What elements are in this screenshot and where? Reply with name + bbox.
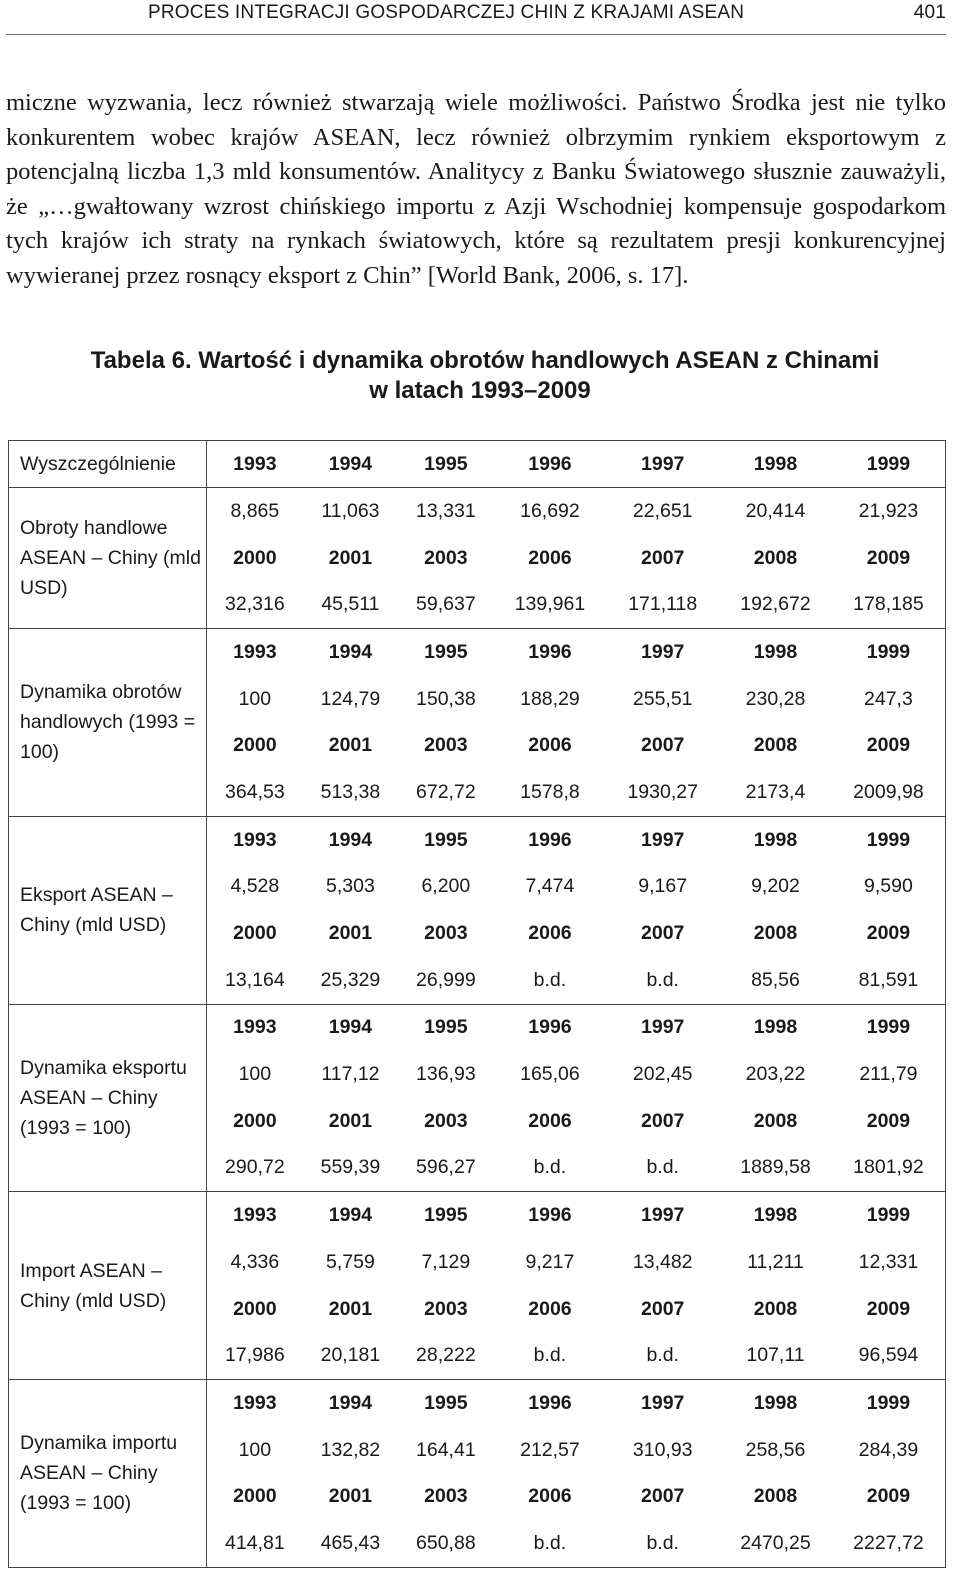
year-cell: 1993 <box>207 1192 303 1239</box>
value-cell: 5,759 <box>326 1250 375 1273</box>
row-group-label: Dynamika importu ASEAN – Chiny (1993 = 100) <box>9 1380 207 1568</box>
value-cell: 164,41 <box>416 1438 476 1461</box>
value-cell: 100 <box>238 1063 272 1086</box>
year-cell: 1994 <box>303 1380 398 1427</box>
year-cell: 2008 <box>753 1485 798 1508</box>
value-cell: 22,651 <box>606 488 719 535</box>
year-cell: 1995 <box>398 1004 493 1051</box>
table-header-row <box>9 441 946 488</box>
year-cell: 1998 <box>719 1380 832 1427</box>
year-cell: 2001 <box>328 1297 373 1320</box>
value-cell: 2009,98 <box>853 780 924 803</box>
value-cell: 8,865 <box>207 488 303 535</box>
value-cell: 13,331 <box>398 488 493 535</box>
value-cell: 672,72 <box>416 780 476 803</box>
value-cell: 21,923 <box>832 488 946 535</box>
header-year: 1995 <box>424 452 468 475</box>
year-cell: 2003 <box>424 1109 468 1132</box>
year-cell: 1995 <box>398 816 493 863</box>
table-year-row <box>9 1380 946 1427</box>
value-cell: 4,336 <box>230 1250 280 1273</box>
value-cell: 258,56 <box>745 1438 806 1461</box>
header-year: 1999 <box>866 452 911 475</box>
year-cell: 2000 <box>233 1297 277 1320</box>
year-cell: 1998 <box>719 1192 832 1239</box>
data-table <box>8 440 946 1568</box>
year-cell: 1994 <box>303 1004 398 1051</box>
value-cell: 171,118 <box>628 593 698 616</box>
value-cell: 4,528 <box>230 875 280 898</box>
value-cell: 202,45 <box>632 1063 693 1086</box>
year-cell: 2009 <box>866 546 911 569</box>
value-cell: 96,594 <box>858 1344 919 1367</box>
value-cell: b.d. <box>533 1344 567 1367</box>
year-cell: 1993 <box>207 1380 303 1427</box>
year-cell: 2000 <box>233 734 277 757</box>
value-cell: 20,181 <box>320 1344 381 1367</box>
body-paragraph: miczne wyzwania, lecz również stwarzają wiele możliwości. Państwo Środka jest nie tylko konkurentem wobec krajów ASEAN, lecz również olbrzymim rynkiem eksportowym z potencjalną liczba 1,3 mld konsumentów. Analitycy z Banku Światowego słusznie zauważyli, że „…gwałtowany wzrost chińskiego importu z Azji Wschodniej kompensuje gospodarkom tych krajów ich straty na rynkach światowych, które są rezultatem presji konkurencyjnej wywieranej przez rosnący eksport z Chin” [World Bank, 2006, s. 17]. <box>6 89 946 289</box>
year-cell: 2008 <box>753 546 798 569</box>
value-cell: 1889,58 <box>740 1156 811 1179</box>
value-cell: 59,637 <box>416 593 476 616</box>
header-year: 1996 <box>528 452 572 475</box>
year-cell: 1995 <box>398 1380 493 1427</box>
year-cell: 2006 <box>528 1109 572 1132</box>
table-year-row <box>9 629 946 676</box>
year-cell: 2007 <box>641 1297 685 1320</box>
year-cell: 1998 <box>719 1004 832 1051</box>
value-cell: 465,43 <box>320 1531 381 1554</box>
year-cell: 1997 <box>606 629 719 676</box>
value-cell: 13,164 <box>225 968 285 991</box>
year-cell: 1996 <box>494 1004 607 1051</box>
value-cell: 2470,25 <box>740 1531 811 1554</box>
year-cell: 2008 <box>753 734 798 757</box>
year-cell: 2001 <box>328 1109 373 1132</box>
year-cell: 1996 <box>494 816 607 863</box>
year-cell: 2001 <box>328 1485 373 1508</box>
value-cell: 255,51 <box>632 687 693 710</box>
value-cell: 20,414 <box>719 488 832 535</box>
row-group-label: Obroty handlowe ASEAN – Chiny (mld USD) <box>9 488 207 629</box>
value-cell: 192,672 <box>740 593 811 616</box>
value-cell: 12,331 <box>858 1250 919 1273</box>
year-cell: 2003 <box>424 546 468 569</box>
value-cell: 45,511 <box>321 593 380 616</box>
year-cell: 1999 <box>832 816 946 863</box>
value-cell: 107,11 <box>746 1344 805 1367</box>
year-cell: 2000 <box>233 1485 277 1508</box>
table-year-row <box>9 1192 946 1239</box>
value-cell: 136,93 <box>416 1063 476 1086</box>
year-cell: 1999 <box>832 629 946 676</box>
year-cell: 2007 <box>641 546 685 569</box>
value-cell: 284,39 <box>858 1438 919 1461</box>
year-cell: 1994 <box>303 816 398 863</box>
year-cell: 1996 <box>494 1380 607 1427</box>
value-cell: 596,27 <box>416 1156 476 1179</box>
value-cell: 13,482 <box>632 1250 693 1273</box>
value-cell: b.d. <box>533 1531 567 1554</box>
value-cell: 414,81 <box>225 1531 285 1554</box>
value-cell: 9,167 <box>638 875 688 898</box>
year-cell: 2008 <box>753 922 798 945</box>
row-group-label: Dynamika obrotów handlowych (1993 = 100) <box>9 629 207 817</box>
value-cell: 1930,27 <box>627 780 698 803</box>
value-cell: b.d. <box>646 1344 679 1367</box>
table-caption-title: Tabela 6. Wartość i dynamika obrotów handlowych ASEAN z Chinami <box>90 347 880 374</box>
value-cell: 212,57 <box>520 1438 580 1461</box>
value-cell: 7,129 <box>421 1250 471 1273</box>
value-cell: 85,56 <box>751 968 800 991</box>
value-cell: 7,474 <box>525 875 575 898</box>
table-caption-years: w latach 1993–2009 <box>369 377 591 404</box>
body-text <box>6 86 946 293</box>
year-cell: 1993 <box>207 816 303 863</box>
page-number: 401 <box>913 2 946 23</box>
year-cell: 2001 <box>328 734 373 757</box>
year-cell: 2007 <box>641 1485 685 1508</box>
value-cell: 9,202 <box>751 875 800 898</box>
value-cell: 178,185 <box>853 593 924 616</box>
year-cell: 1997 <box>606 1380 719 1427</box>
value-cell: 559,39 <box>320 1156 381 1179</box>
value-cell: 230,28 <box>745 687 806 710</box>
table-caption <box>0 346 960 406</box>
value-cell: 139,961 <box>514 593 586 616</box>
header-year: 1993 <box>233 452 277 475</box>
value-cell: 32,316 <box>225 593 285 616</box>
header-label: Wyszczególnienie <box>9 441 207 488</box>
value-cell: b.d. <box>533 1156 567 1179</box>
year-cell: 2006 <box>528 546 572 569</box>
value-cell: 11,063 <box>303 488 398 535</box>
value-cell: b.d. <box>533 968 567 991</box>
value-cell: 17,986 <box>225 1344 285 1367</box>
year-cell: 2009 <box>866 1485 911 1508</box>
year-cell: 1999 <box>832 1380 946 1427</box>
year-cell: 2008 <box>753 1109 798 1132</box>
year-cell: 2000 <box>233 546 277 569</box>
year-cell: 1997 <box>606 1192 719 1239</box>
row-group-label: Import ASEAN – Chiny (mld USD) <box>9 1192 207 1380</box>
year-cell: 2003 <box>424 922 468 945</box>
value-cell: 11,211 <box>747 1250 804 1273</box>
value-cell: 165,06 <box>520 1063 580 1086</box>
year-cell: 1994 <box>303 629 398 676</box>
value-cell: 9,590 <box>864 875 913 898</box>
year-cell: 1999 <box>832 1192 946 1239</box>
year-cell: 2001 <box>328 546 373 569</box>
value-cell: 364,53 <box>225 780 285 803</box>
value-cell: 247,3 <box>864 687 913 710</box>
value-cell: 650,88 <box>416 1531 476 1554</box>
value-cell: 513,38 <box>320 780 381 803</box>
year-cell: 1998 <box>719 629 832 676</box>
year-cell: 1996 <box>494 629 607 676</box>
year-cell: 1993 <box>207 1004 303 1051</box>
year-cell: 2009 <box>866 922 911 945</box>
year-cell: 2006 <box>528 734 572 757</box>
table-year-row <box>9 816 946 863</box>
value-cell: 100 <box>238 1438 272 1461</box>
value-cell: 9,217 <box>525 1250 575 1273</box>
value-cell: 6,200 <box>421 875 471 898</box>
year-cell: 2006 <box>528 922 572 945</box>
header-year: 1994 <box>328 452 373 475</box>
year-cell: 1993 <box>207 629 303 676</box>
year-cell: 1997 <box>606 1004 719 1051</box>
year-cell: 2006 <box>528 1485 572 1508</box>
year-cell: 2000 <box>233 922 277 945</box>
table-body <box>9 441 946 1568</box>
value-cell: 16,692 <box>494 488 607 535</box>
value-cell: 100 <box>238 687 272 710</box>
year-cell: 2008 <box>753 1297 798 1320</box>
row-group-label: Eksport ASEAN – Chiny (mld USD) <box>9 816 207 1004</box>
value-cell: 117,12 <box>321 1063 380 1086</box>
value-cell: b.d. <box>646 1531 679 1554</box>
year-cell: 2006 <box>528 1297 572 1320</box>
year-cell: 1998 <box>719 816 832 863</box>
year-cell: 2003 <box>424 1485 468 1508</box>
value-cell: 2173,4 <box>745 780 806 803</box>
value-cell: 150,38 <box>416 687 476 710</box>
value-cell: 290,72 <box>225 1156 285 1179</box>
year-cell: 1997 <box>606 816 719 863</box>
year-cell: 1995 <box>398 1192 493 1239</box>
year-cell: 2009 <box>866 1297 911 1320</box>
value-cell: 5,303 <box>326 875 375 898</box>
year-cell: 2007 <box>641 922 685 945</box>
year-cell: 1995 <box>398 629 493 676</box>
year-cell: 2003 <box>424 1297 468 1320</box>
value-cell: 211,79 <box>859 1063 918 1086</box>
table-value-row <box>9 488 946 535</box>
value-cell: 26,999 <box>416 968 476 991</box>
value-cell: b.d. <box>646 1156 679 1179</box>
value-cell: 132,82 <box>320 1438 381 1461</box>
value-cell: 203,22 <box>745 1063 806 1086</box>
value-cell: 124,79 <box>320 687 381 710</box>
year-cell: 1994 <box>303 1192 398 1239</box>
year-cell: 2000 <box>233 1109 277 1132</box>
header-year: 1997 <box>641 452 685 475</box>
value-cell: 188,29 <box>520 687 580 710</box>
value-cell: 1578,8 <box>520 780 580 803</box>
value-cell: b.d. <box>646 968 679 991</box>
row-group-label: Dynamika eksportu ASEAN – Chiny (1993 = 100) <box>9 1004 207 1192</box>
year-cell: 2009 <box>866 734 911 757</box>
value-cell: 2227,72 <box>853 1531 924 1554</box>
page-header <box>6 0 946 35</box>
value-cell: 28,222 <box>416 1344 476 1367</box>
value-cell: 25,329 <box>320 968 381 991</box>
value-cell: 81,591 <box>858 968 919 991</box>
year-cell: 1996 <box>494 1192 607 1239</box>
value-cell: 1801,92 <box>853 1156 924 1179</box>
year-cell: 2003 <box>424 734 468 757</box>
year-cell: 1999 <box>832 1004 946 1051</box>
header-year: 1998 <box>753 452 798 475</box>
year-cell: 2001 <box>328 922 373 945</box>
value-cell: 310,93 <box>632 1438 693 1461</box>
year-cell: 2009 <box>866 1109 911 1132</box>
year-cell: 2007 <box>641 734 685 757</box>
year-cell: 2007 <box>641 1109 685 1132</box>
running-title: PROCES INTEGRACJI GOSPODARCZEJ CHIN Z KRAJAMI ASEAN <box>148 2 745 23</box>
table-year-row <box>9 1004 946 1051</box>
